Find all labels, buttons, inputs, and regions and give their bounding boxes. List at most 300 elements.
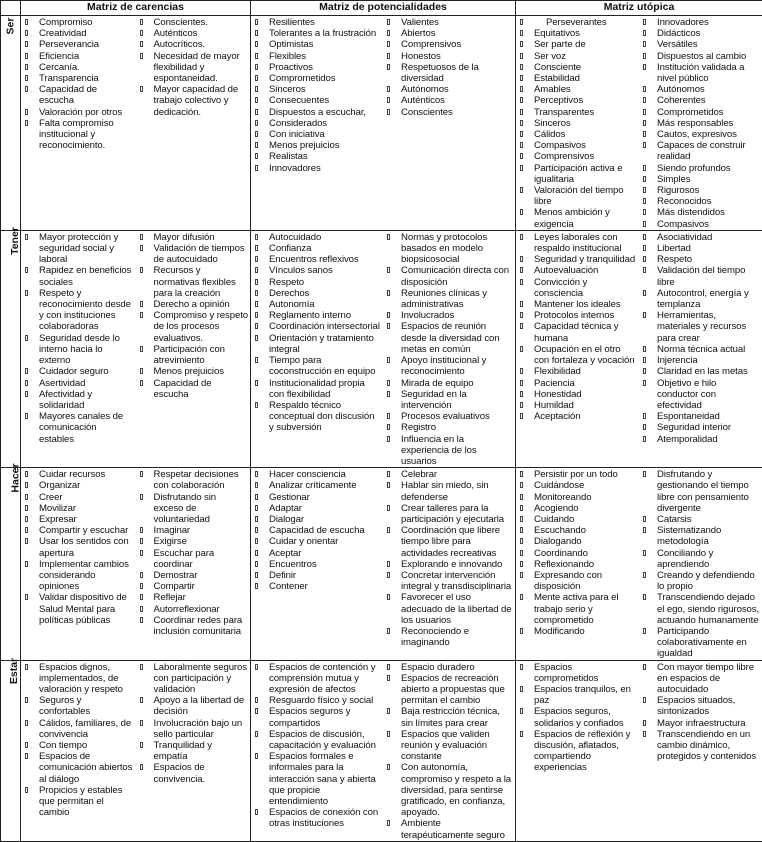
bullet-icon	[140, 572, 143, 578]
bullet-icon	[643, 471, 646, 477]
list-item-text: Expresar	[39, 514, 77, 525]
bullet-list	[643, 232, 760, 445]
list-item-text: Contener	[269, 581, 308, 592]
list-item	[387, 434, 513, 468]
list-item	[643, 163, 760, 174]
list-item-text: Seguridad y tranquilidad	[534, 254, 635, 265]
list-item-text: Asociatividad	[657, 232, 712, 243]
list-item	[25, 17, 134, 28]
bullet-icon	[255, 120, 258, 126]
bullet-icon	[520, 301, 523, 307]
list-item	[25, 62, 134, 73]
bullet-column	[251, 661, 383, 841]
bullet-icon	[25, 527, 28, 533]
list-item-text: Menos prejuicios	[269, 140, 339, 151]
bullet-icon	[255, 505, 258, 511]
list-item-text: Comprensivos	[534, 151, 594, 162]
list-item-text: Involucrados	[401, 310, 454, 321]
bullet-column	[516, 661, 639, 774]
bullet-column	[136, 16, 251, 151]
list-item	[387, 469, 513, 480]
list-item	[643, 626, 760, 660]
bullet-list	[255, 662, 381, 830]
list-item-text: Capacidad de escucha	[39, 84, 97, 106]
list-item-text: Resilientes	[269, 17, 315, 28]
bullet-icon	[387, 708, 390, 714]
list-item-text: Coherentes	[657, 95, 706, 106]
bullet-column	[136, 661, 251, 819]
list-item-text: Perseverancia	[39, 39, 99, 50]
list-item-text: Cálidos, familiares, de convivencia	[39, 718, 131, 740]
list-item-text: Con mayor tiempo libre en espacios de autocuidado	[657, 662, 754, 695]
bullet-icon	[25, 494, 28, 500]
list-item	[520, 163, 637, 185]
list-item	[25, 107, 134, 118]
list-item-text: Espacios de comunicación abiertos al diálogo	[39, 751, 132, 784]
bullet-icon	[255, 753, 258, 759]
list-item	[255, 729, 381, 751]
list-item	[255, 548, 381, 559]
list-item	[25, 662, 134, 696]
list-item-text: Comprometidos	[657, 107, 723, 118]
list-item	[520, 310, 637, 321]
list-item-text: Valoración del tiempo libre	[534, 185, 623, 207]
bullet-icon	[643, 720, 646, 726]
bullet-icon	[520, 686, 523, 692]
bullet-icon	[25, 53, 28, 59]
list-item	[643, 196, 760, 207]
list-item	[643, 62, 760, 84]
list-item	[387, 662, 513, 673]
bullet-column	[516, 231, 639, 445]
bullet-icon	[520, 594, 523, 600]
list-item-text: Definir	[269, 570, 296, 581]
bullet-icon	[387, 97, 390, 103]
list-item	[520, 492, 637, 503]
bullet-icon	[643, 368, 646, 374]
bullet-icon	[387, 413, 390, 419]
bullet-icon	[255, 471, 258, 477]
list-item	[25, 536, 134, 558]
list-item-text: Versátiles	[657, 39, 698, 50]
bullet-icon	[255, 86, 258, 92]
list-item-text: Rigurosos	[657, 185, 699, 196]
list-item-text: Validación del tiempo libre	[657, 265, 745, 287]
list-item	[255, 492, 381, 503]
list-item	[520, 39, 637, 50]
bullet-list	[387, 17, 513, 118]
list-item-text: Espacios seguros y compartidos	[269, 706, 350, 728]
list-item	[520, 411, 637, 422]
list-item	[520, 626, 637, 637]
list-item	[387, 706, 513, 728]
list-item-text: Reconocidos	[657, 196, 711, 207]
list-item	[520, 400, 637, 411]
list-item-text: Compartir y escuchar	[39, 525, 128, 536]
bullet-icon	[520, 234, 523, 240]
cell-hacer-potencialidades	[251, 468, 516, 660]
list-item	[140, 581, 249, 592]
list-item	[25, 559, 134, 593]
bullet-icon	[255, 323, 258, 329]
bullet-icon	[520, 413, 523, 419]
list-item	[140, 84, 249, 118]
list-item-text: Comprensivos	[401, 39, 461, 50]
list-item	[387, 559, 513, 570]
list-item	[643, 129, 760, 140]
list-item-text: Exigirse	[154, 536, 187, 547]
list-item-text: Cuidar recursos	[39, 469, 105, 480]
list-item	[387, 62, 513, 84]
list-item	[255, 277, 381, 288]
bullet-icon	[255, 301, 258, 307]
list-item	[25, 740, 134, 751]
bullet-icon	[140, 606, 143, 612]
bullet-icon	[140, 550, 143, 556]
list-item	[520, 570, 637, 592]
list-item	[643, 469, 760, 514]
bullet-column	[516, 16, 639, 230]
list-item-text: Flexibles	[269, 51, 306, 62]
list-item-text: Con autonomía, compromiso y respeto a la diversidad, para sentirse gratificado, en confianza, apoyado.	[401, 762, 511, 818]
bullet-icon	[140, 53, 143, 59]
list-item	[25, 265, 134, 287]
bullet-icon	[520, 64, 523, 70]
cell-hacer-utopica	[516, 468, 762, 660]
list-item	[520, 265, 637, 276]
list-item-text: Compasivos	[657, 219, 709, 230]
list-item	[643, 118, 760, 129]
list-item-text: Influencia en la experiencia de los usuarios	[401, 434, 477, 467]
row-label: Tener	[9, 227, 21, 255]
bullet-icon	[140, 86, 143, 92]
bullet-icon	[255, 527, 258, 533]
list-item-text: Autocontrol, energía y templanza	[657, 288, 749, 310]
list-item-text: Hacer consciencia	[269, 469, 346, 480]
list-item-text: Reflexionando	[534, 559, 594, 570]
list-item-text: Optimistas	[269, 39, 313, 50]
list-item	[387, 626, 513, 648]
bullet-icon	[387, 731, 390, 737]
list-item-text: Gestionar	[269, 492, 310, 503]
list-item-text: Dialogando	[534, 536, 582, 547]
list-item	[643, 207, 760, 218]
list-item	[520, 378, 637, 389]
bullet-icon	[140, 267, 143, 273]
bullet-icon	[25, 86, 28, 92]
list-item	[140, 299, 249, 310]
list-item-text: Vínculos sanos	[269, 265, 333, 276]
list-item	[643, 366, 760, 377]
bullet-icon	[25, 109, 28, 115]
bullet-icon	[643, 41, 646, 47]
list-item-text: Valientes	[401, 17, 439, 28]
list-item-text: Espacio duradero	[401, 662, 475, 673]
bullet-icon	[387, 628, 390, 634]
list-item-text: Institucionalidad propia con flexibilidad	[269, 378, 365, 400]
bullet-icon	[387, 436, 390, 442]
bullet-icon	[387, 572, 390, 578]
list-item	[25, 695, 134, 717]
list-item-text: Cuidador seguro	[39, 366, 108, 377]
list-item-text: Persistir por un todo	[534, 469, 618, 480]
list-item	[520, 62, 637, 73]
list-item-text: Cuidando	[534, 514, 574, 525]
list-item-text: Dialogar	[269, 514, 304, 525]
list-item	[387, 17, 513, 28]
bullet-icon	[25, 64, 28, 70]
header-row	[1, 1, 762, 16]
list-item	[140, 378, 249, 400]
list-item-text: Cuidar y orientar	[269, 536, 338, 547]
list-item-text: Participación activa e igualitaria	[534, 163, 622, 185]
list-item	[140, 243, 249, 265]
bullet-icon	[643, 131, 646, 137]
list-item-text: Compromiso y respeto de los procesos evaluativos.	[154, 310, 249, 343]
bullet-icon	[25, 41, 28, 47]
list-item	[387, 310, 513, 321]
bullet-icon	[520, 267, 523, 273]
bullet-icon	[140, 594, 143, 600]
bullet-icon	[25, 267, 28, 273]
list-item-text: Aceptación	[534, 411, 580, 422]
list-item-text: Respeto	[657, 254, 692, 265]
bullet-icon	[520, 312, 523, 318]
list-item-text: Capacidad de escucha	[269, 525, 365, 536]
list-item	[387, 411, 513, 422]
bullet-icon	[643, 53, 646, 59]
list-item-text: Espacios situados, sintonizados	[657, 695, 735, 717]
bullet-icon	[255, 482, 258, 488]
list-item	[255, 310, 381, 321]
bullet-icon	[25, 19, 28, 25]
list-item	[255, 525, 381, 536]
bullet-icon	[387, 323, 390, 329]
list-item	[255, 299, 381, 310]
list-item-text: Cuidándose	[534, 480, 584, 491]
list-item	[140, 232, 249, 243]
bullet-column	[21, 468, 136, 637]
list-item	[520, 140, 637, 151]
bullet-column	[383, 661, 515, 841]
bullet-icon	[255, 142, 258, 148]
list-item	[643, 140, 760, 162]
list-item-text: Reglamento interno	[269, 310, 351, 321]
list-item	[520, 254, 637, 265]
bullet-icon	[255, 561, 258, 567]
list-item-text: Mantener los ideales	[534, 299, 621, 310]
list-item	[520, 232, 637, 254]
bullet-icon	[520, 368, 523, 374]
list-item-text: Abiertos	[401, 28, 435, 39]
list-item	[140, 366, 249, 377]
list-item	[387, 95, 513, 106]
list-item-text: Espacios de contención y comprensión mutua y expresión de afectos	[269, 662, 375, 695]
list-item	[387, 232, 513, 266]
list-item	[520, 592, 637, 626]
list-item	[255, 232, 381, 243]
bullet-list	[25, 662, 134, 819]
list-item	[643, 662, 760, 696]
list-item-text: Valoración por otros	[39, 107, 122, 118]
list-item-text: Monitoreando	[534, 492, 591, 503]
list-item-text: Autocuidado	[269, 232, 321, 243]
list-item	[25, 525, 134, 536]
bullet-icon	[387, 675, 390, 681]
bullet-icon	[520, 53, 523, 59]
list-item	[255, 118, 381, 129]
bullet-list	[520, 17, 637, 230]
list-item-text: Mayor difusión	[154, 232, 215, 243]
list-item-text: Flexibilidad	[534, 366, 581, 377]
bullet-icon	[643, 697, 646, 703]
list-item-text: Comunicación directa con disposición	[401, 265, 509, 287]
bullet-icon	[255, 312, 258, 318]
list-item-text: Espontaneidad	[657, 411, 720, 422]
bullet-icon	[520, 153, 523, 159]
list-item	[255, 751, 381, 807]
bullet-icon	[255, 572, 258, 578]
list-item	[255, 151, 381, 162]
bullet-icon	[255, 245, 258, 251]
list-item-text: Objetivo e hilo conductor con efectividad	[657, 378, 716, 411]
list-item-text: Reuniones clínicas y administrativas	[401, 288, 487, 310]
list-item	[255, 288, 381, 299]
list-item	[255, 140, 381, 151]
bullet-icon	[643, 97, 646, 103]
bullet-icon	[643, 176, 646, 182]
list-item-text: Cautos, expresivos	[657, 129, 737, 140]
list-item-text: Orientación y tratamiento integral	[269, 333, 374, 355]
bullet-column	[383, 16, 515, 174]
bullet-icon	[643, 198, 646, 204]
bullet-icon	[520, 572, 523, 578]
list-item	[520, 729, 637, 774]
bullet-icon	[387, 505, 390, 511]
list-item	[520, 95, 637, 106]
list-item	[255, 559, 381, 570]
bullet-icon	[140, 30, 143, 36]
list-item-text: Autónomos	[401, 84, 449, 95]
list-item-text: Capaces de construir realidad	[657, 140, 746, 162]
list-item	[140, 695, 249, 717]
list-item	[520, 84, 637, 95]
bullet-icon	[255, 290, 258, 296]
list-item-text: Consciente	[534, 62, 581, 73]
bullet-icon	[643, 187, 646, 193]
list-item-text: Crear talleres para la participación y ejecutarla	[401, 503, 504, 525]
bullet-icon	[25, 720, 28, 726]
list-item-text: Derechos	[269, 288, 309, 299]
list-item-text: Usar los sentidos con apertura	[39, 536, 129, 558]
list-item-text: Falta compromiso institucional y reconocimiento.	[39, 118, 114, 151]
bullet-icon	[255, 41, 258, 47]
bullet-icon	[25, 594, 28, 600]
list-item	[255, 503, 381, 514]
list-item-text: Institución validada a nivel público	[657, 62, 744, 84]
row-ser	[1, 16, 762, 231]
bullet-column	[516, 468, 639, 659]
bullet-icon	[643, 550, 646, 556]
bullet-icon	[25, 753, 28, 759]
bullet-list	[25, 17, 134, 151]
bullet-icon	[25, 234, 28, 240]
row-estar	[1, 660, 762, 841]
list-item-text: Sinceros	[534, 118, 571, 129]
list-item-text: Mente activa para el trabajo serio y comprometido	[534, 592, 618, 625]
list-item	[25, 492, 134, 503]
list-item-text: Menos ambición y exigencia	[534, 207, 610, 229]
bullet-icon	[520, 516, 523, 522]
list-item	[255, 355, 381, 377]
list-item	[255, 95, 381, 106]
bullet-list	[255, 17, 381, 174]
list-item-text: Disfrutando sin exceso de voluntariedad	[154, 492, 217, 525]
list-item-text: Encuentros reflexivos	[269, 254, 359, 265]
list-item-text: Libertad	[657, 243, 691, 254]
list-item-text: Autocríticos.	[154, 39, 206, 50]
bullet-icon	[520, 471, 523, 477]
list-item	[140, 344, 249, 366]
bullet-icon	[140, 583, 143, 589]
list-item-text: Herramientas, materiales y recursos para crear	[657, 310, 746, 343]
list-item-text: Mayor capacidad de trabajo colectivo y dedicación.	[154, 84, 239, 117]
list-item	[520, 480, 637, 491]
bullet-icon	[643, 572, 646, 578]
bullet-icon	[25, 335, 28, 341]
bullet-icon	[520, 346, 523, 352]
bullet-icon	[387, 109, 390, 115]
list-item-text: Honestos	[401, 51, 441, 62]
list-item	[255, 17, 381, 28]
bullet-icon	[140, 312, 143, 318]
list-item-text: Conscientes	[401, 107, 453, 118]
bullet-icon	[643, 256, 646, 262]
list-item	[255, 400, 381, 434]
list-item-text: Encuentros	[269, 559, 317, 570]
list-item-text: Transparentes	[534, 107, 594, 118]
bullet-list	[140, 17, 249, 118]
bullet-icon	[520, 561, 523, 567]
list-item	[25, 366, 134, 377]
bullet-icon	[255, 708, 258, 714]
list-item	[387, 570, 513, 592]
list-item	[387, 762, 513, 818]
list-item-text: Siendo profundos	[657, 163, 731, 174]
bullet-icon	[25, 368, 28, 374]
bullet-icon	[25, 290, 28, 296]
bullet-list	[643, 17, 760, 230]
list-item-text: Humildad	[534, 400, 574, 411]
bullet-list	[520, 469, 637, 637]
list-item	[25, 411, 134, 445]
list-item-text: Registro	[401, 422, 436, 433]
bullet-icon	[643, 64, 646, 70]
bullet-icon	[25, 380, 28, 386]
row-label: Estar	[8, 657, 20, 683]
bullet-icon	[140, 368, 143, 374]
list-item	[520, 17, 637, 28]
bullet-icon	[25, 75, 28, 81]
bullet-icon	[520, 550, 523, 556]
list-item-text: Cálidos	[534, 129, 565, 140]
cell-estar-carencias	[21, 660, 251, 841]
list-item-text: Derecho a opinión	[154, 299, 230, 310]
list-item	[643, 310, 760, 344]
list-item-text: Conscientes.	[154, 17, 208, 28]
list-item	[255, 51, 381, 62]
list-item	[25, 28, 134, 39]
